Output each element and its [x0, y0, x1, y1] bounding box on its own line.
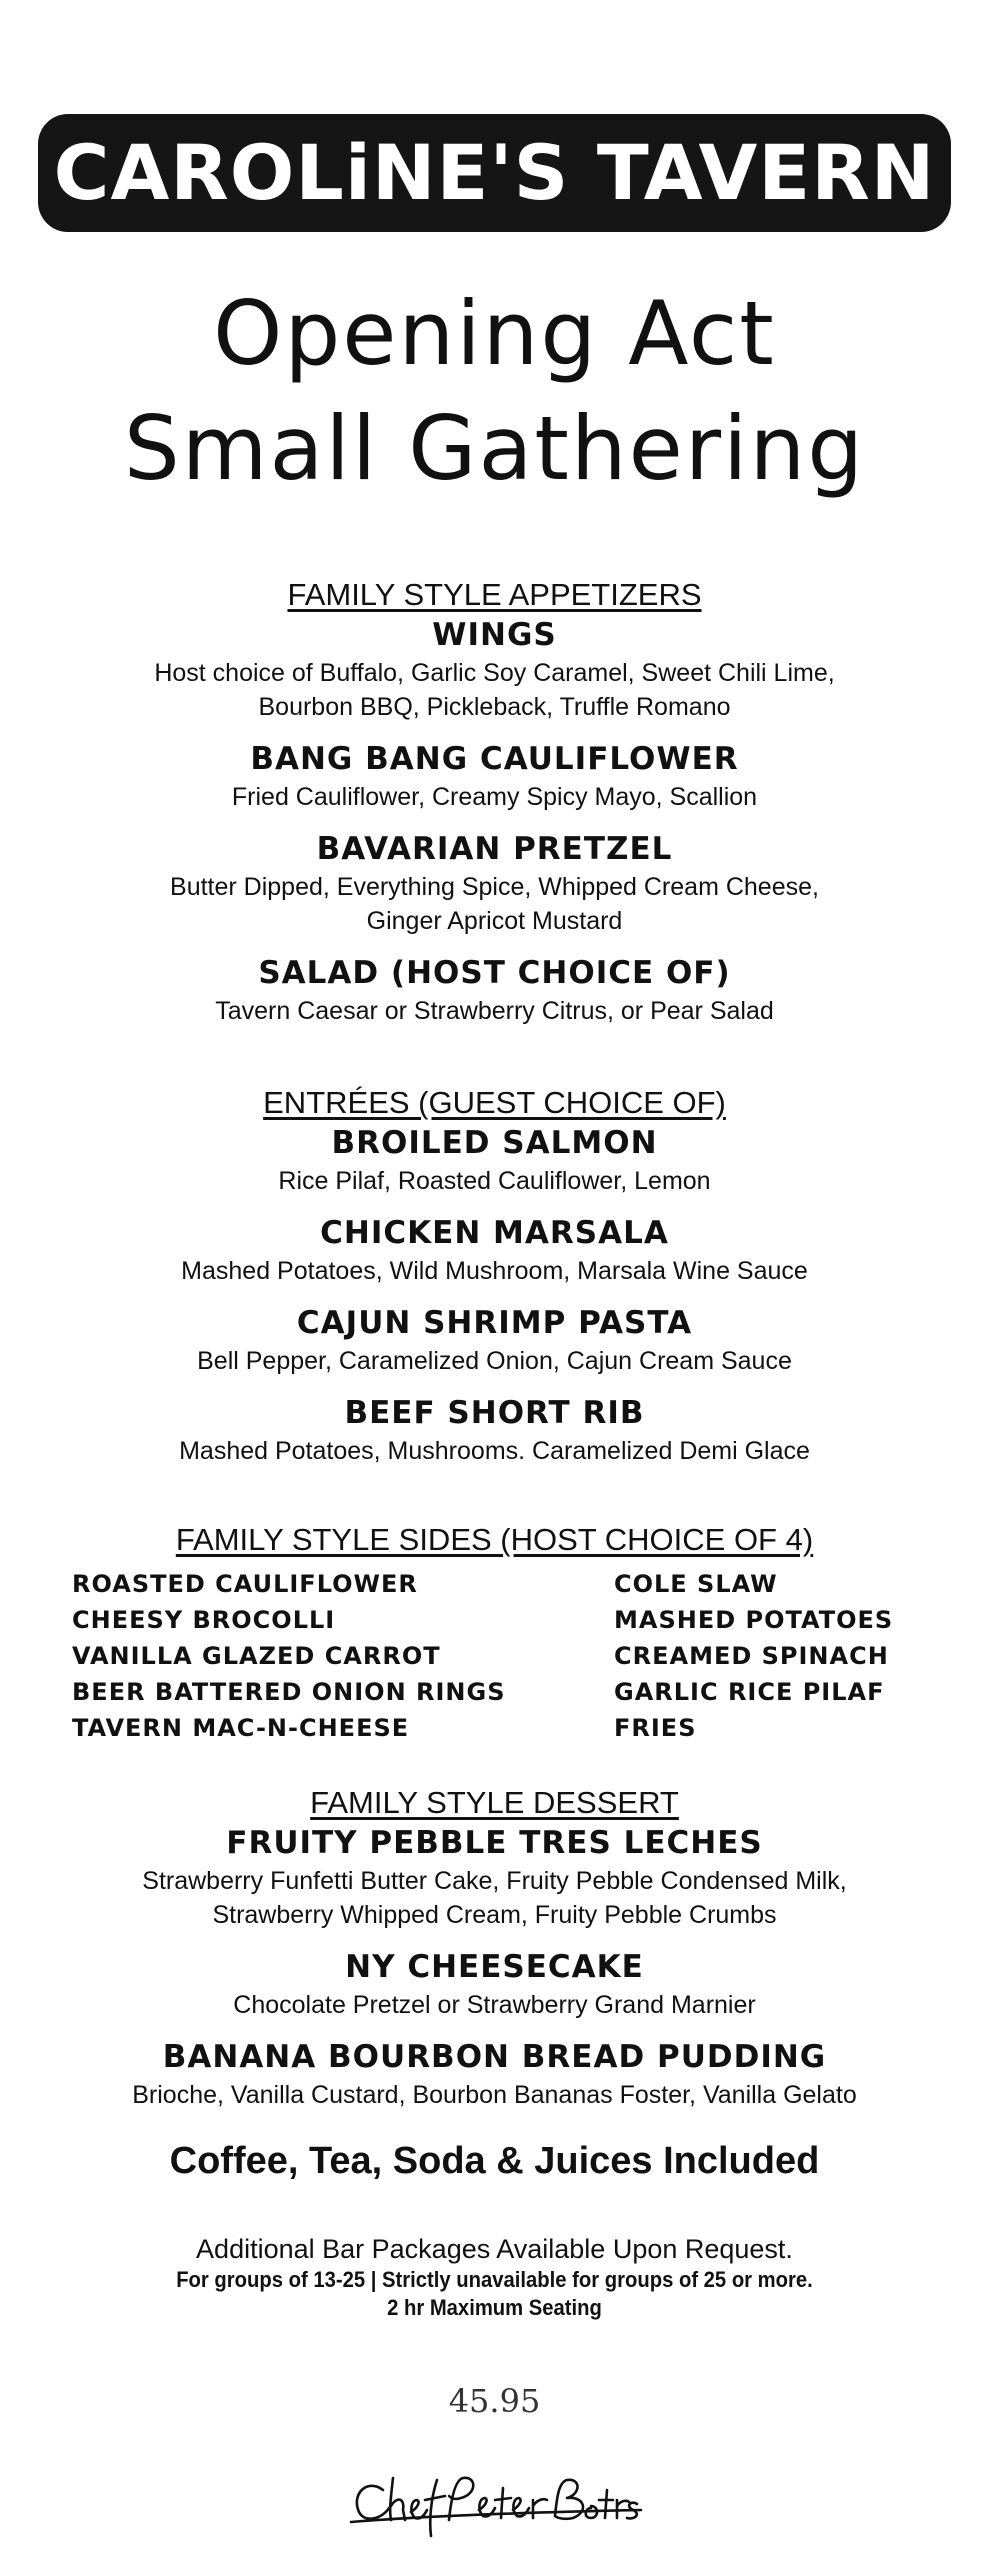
section-heading: FAMILY STYLE DESSERT	[310, 1785, 679, 1820]
bar-packages-note: Additional Bar Packages Available Upon Request.	[196, 2234, 793, 2264]
menu-item-name: NY CHEESECAKE	[345, 1949, 644, 1985]
menu-item-name: BANG BANG CAULIFLOWER	[250, 741, 739, 777]
menu-item-name: FRUITY PEBBLE TRES LECHES	[226, 1825, 763, 1861]
menu-item-name: SALAD (HOST CHOICE OF)	[258, 955, 731, 991]
side-item: VANILLA GLAZED CARROT	[72, 1642, 441, 1670]
section-heading: ENTRÉES (GUEST CHOICE OF)	[263, 1085, 726, 1120]
restaurant-name: CAROLiNE'S TAVERN	[53, 128, 936, 217]
menu-title-line-2: Small Gathering	[123, 397, 866, 500]
chef-signature	[345, 2460, 645, 2540]
menu-item-desc: Chocolate Pretzel or Strawberry Grand Marnier	[233, 1991, 756, 2019]
section-heading: FAMILY STYLE SIDES (HOST CHOICE OF 4)	[175, 1522, 814, 1557]
menu-item-name: BANANA BOURBON BREAD PUDDING	[162, 2039, 827, 2075]
menu-item-name: BAVARIAN PRETZEL	[316, 831, 673, 867]
side-item: COLE SLAW	[614, 1570, 778, 1598]
entrees-section	[0, 1084, 989, 1468]
menu-item-desc: Fried Cauliflower, Creamy Spicy Mayo, Scallion	[231, 783, 758, 811]
side-item: MASHED POTATOES	[614, 1606, 894, 1634]
menu-item-desc: Rice Pilaf, Roasted Cauliflower, Lemon	[278, 1167, 711, 1195]
menu-item-name: CAJUN SHRIMP PASTA	[296, 1305, 693, 1341]
menu-item-desc: Tavern Caesar or Strawberry Citrus, or Pear Salad	[215, 997, 774, 1025]
menu-item-name: BEEF SHORT RIB	[344, 1395, 645, 1431]
menu-item-desc: Host choice of Buffalo, Garlic Soy Caramel, Sweet Chili Lime,	[154, 659, 835, 687]
side-item: BEER BATTERED ONION RINGS	[72, 1678, 506, 1706]
menu-item-desc: Ginger Apricot Mustard	[366, 907, 623, 935]
side-item: TAVERN MAC-N-CHEESE	[72, 1714, 410, 1742]
side-item: GARLIC RICE PILAF	[614, 1678, 885, 1706]
seating-note: 2 hr Maximum Seating	[387, 2295, 602, 2320]
menu-item-desc: Mashed Potatoes, Mushrooms. Caramelized Demi Glace	[179, 1437, 810, 1465]
sides-section	[0, 1521, 989, 1559]
menu-item-desc: Mashed Potatoes, Wild Mushroom, Marsala Wine Sauce	[181, 1257, 808, 1285]
side-item: CHEESY BROCOLLI	[72, 1606, 336, 1634]
menu-item-name: BROILED SALMON	[331, 1125, 658, 1161]
menu-item-desc: Bourbon BBQ, Pickleback, Truffle Romano	[258, 693, 731, 721]
side-item: ROASTED CAULIFLOWER	[72, 1570, 418, 1598]
side-item: FRIES	[614, 1714, 697, 1742]
menu-item-desc: Bell Pepper, Caramelized Onion, Cajun Cream Sauce	[197, 1347, 792, 1375]
menu-item-desc: Brioche, Vanilla Custard, Bourbon Bananas Foster, Vanilla Gelato	[132, 2081, 857, 2109]
menu-item-name: CHICKEN MARSALA	[320, 1215, 669, 1251]
included-beverages: Coffee, Tea, Soda & Juices Included	[169, 2140, 820, 2182]
menu-item-desc: Strawberry Funfetti Butter Cake, Fruity Pebble Condensed Milk,	[142, 1867, 847, 1895]
booking-notes	[0, 2232, 989, 2322]
menu-item-name: WINGS	[432, 617, 557, 653]
section-heading: FAMILY STYLE APPETIZERS	[287, 577, 702, 612]
side-item: CREAMED SPINACH	[614, 1642, 889, 1670]
dessert-section	[0, 1784, 989, 2112]
restaurant-banner	[38, 114, 951, 232]
menu-item-desc: Butter Dipped, Everything Spice, Whipped Cream Cheese,	[170, 873, 819, 901]
menu-title-line-1: Opening Act	[213, 282, 776, 385]
menu-item-desc: Strawberry Whipped Cream, Fruity Pebble Crumbs	[212, 1901, 777, 1929]
group-size-note: For groups of 13-25 | Strictly unavailable for groups of 25 or more.	[176, 2267, 813, 2292]
appetizers-section	[0, 576, 989, 1028]
price: 45.95	[448, 2382, 541, 2420]
sides-right-column	[614, 1566, 893, 1746]
sides-left-column	[72, 1566, 506, 1746]
